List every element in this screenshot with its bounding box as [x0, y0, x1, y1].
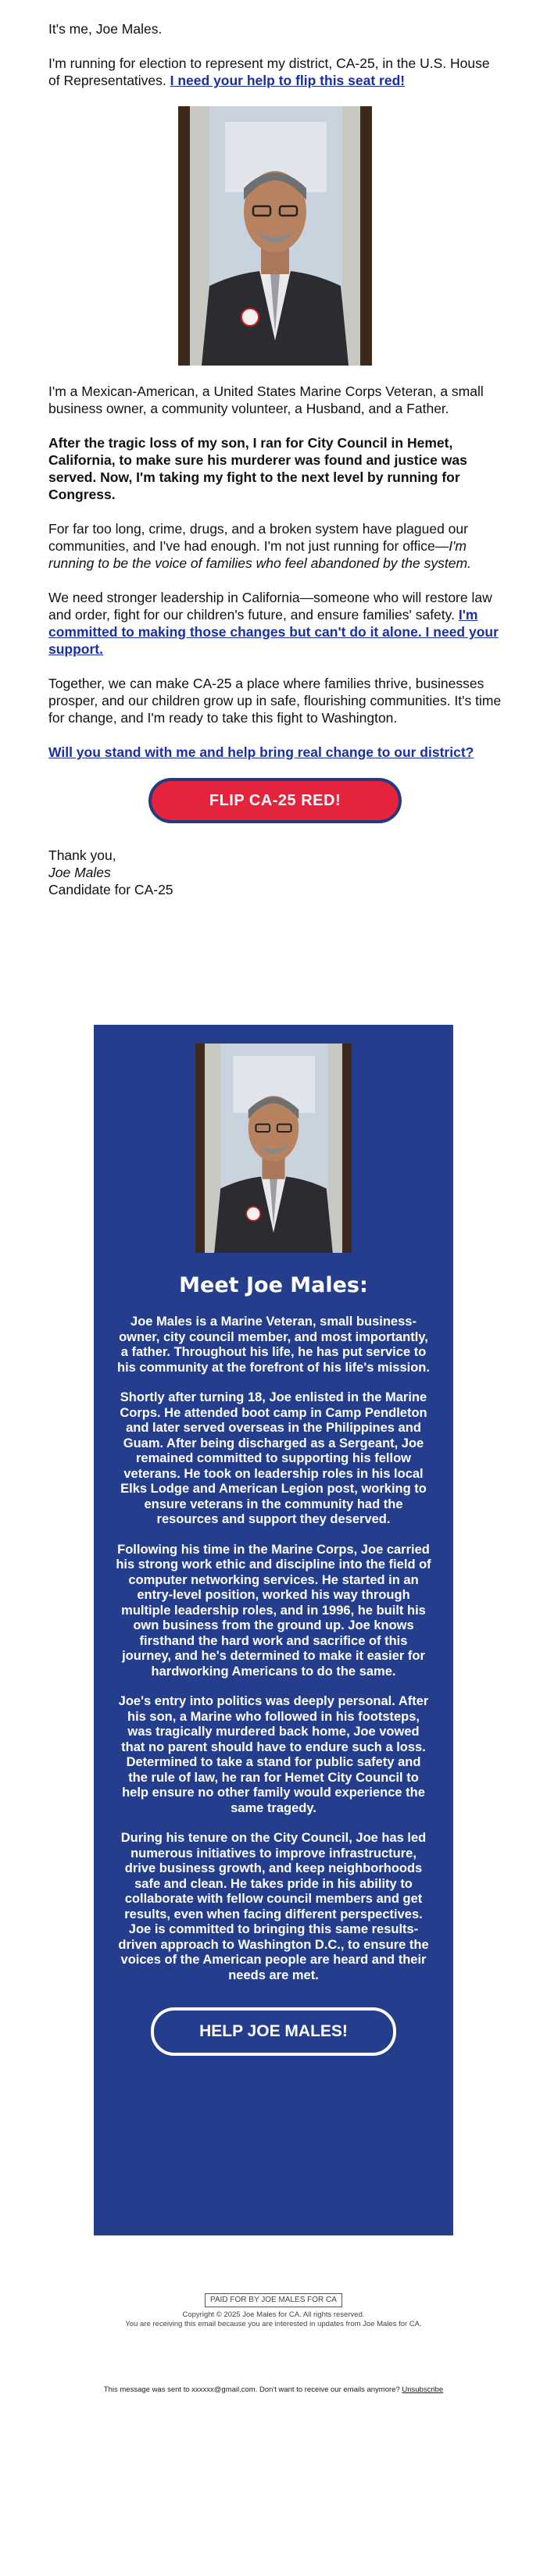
bio-candidate-photo: [195, 1044, 352, 1253]
candidate-photo: [178, 106, 372, 366]
bio-section: [94, 1025, 453, 2235]
intro-paragraph: [48, 55, 502, 89]
bio-paragraph: Joe Males is a Marine Veteran, small business-owner, city council member, and most importantly, a father. Throughout his life, he has put service to his community at the forefront of his life's mission.: [117, 1315, 430, 1375]
bio-paragraph: Shortly after turning 18, Joe enlisted in the Marine Corps. He attended boot camp in Camp Pendleton and later served overseas in the Philippines and Guam. After being discharged as a Sergeant, Joe remained committed to supporting his fellow veterans. He took on leadership roles in his local Elks Lodge and American Legion post, working to ensure veterans in the community had the resources and support they deserved.: [120, 1390, 427, 1526]
tragedy-paragraph: After the tragic loss of my son, I ran for City Council in Hemet, California, to make sure his murderer was found and justice was served. Now, I'm taking my fight to the next level by running for Congress.: [48, 435, 467, 502]
crime-text: For far too long, crime, drugs, and a broken system have plagued our communities, and I've had enough. I'm not just running for office—: [48, 521, 468, 554]
leadership-text: We need stronger leadership in California—someone who will restore law and order, fight for our children's future, and ensure families' safety.: [48, 590, 492, 623]
flip-ca25-button[interactable]: FLIP CA-25 RED!: [148, 778, 402, 823]
bio-paragraph: During his tenure on the City Council, Joe has led numerous initiatives to improve infrastructure, drive business growth, and keep neighborhoods safe and clean. He takes pride in his ability to collaborate with fellow council members and get results, even when facing different perspectives. Joe is committed to bringing this same results-driven approach to Washington D.C., to ensure the voices of the American people are heard and their needs are met.: [118, 1831, 429, 1982]
thanks-text: Thank you,: [48, 847, 116, 863]
leadership-paragraph: [48, 589, 502, 658]
intro-text: I'm running for election to represent my district, CA-25, in the U.S. House of Representatives.: [48, 55, 490, 88]
real-change-link[interactable]: Will you stand with me and help bring real change to our district?: [48, 744, 474, 760]
question-paragraph: [48, 744, 502, 761]
email-letter: [48, 20, 502, 898]
sent-to-text: This message was sent to xxxxxx@gmail.com. Don't want to receive our emails anymore?: [103, 2385, 402, 2394]
receiving-reason-text: You are receiving this email because you are interested in updates from Joe Males for CA.: [125, 2320, 422, 2328]
unsubscribe-link[interactable]: Unsubscribe: [402, 2385, 444, 2394]
signature-title: Candidate for CA-25: [48, 882, 173, 897]
greeting: It's me, Joe Males.: [48, 21, 163, 37]
unsubscribe-line: [0, 2385, 547, 2394]
signoff: [48, 847, 502, 898]
cta-container: [48, 778, 502, 823]
together-paragraph: Together, we can make CA-25 a place where families thrive, businesses prosper, and our children grow up in safe, flourishing communities. It's time for change, and I'm ready to take this fight to Washington.: [48, 676, 502, 726]
footer: [0, 2293, 547, 2329]
bio-paragraph: Joe's entry into politics was deeply personal. After his son, a Marine who followed in his footsteps, was tragically murdered back home, Joe vowed that no parent should have to endure such a loss. Determined to take a stand for public safety and the rule of law, he ran for Hemet City Council to help ensure no other family would experience the same tragedy.: [118, 1694, 429, 1815]
help-joe-button[interactable]: HELP JOE MALES!: [151, 2007, 396, 2056]
flip-seat-link[interactable]: I need your help to flip this seat red!: [170, 73, 406, 88]
identity-paragraph: I'm a Mexican-American, a United States Marine Corps Veteran, a small business owner, a community volunteer, a Husband, and a Father.: [48, 384, 484, 416]
bio-heading: Meet Joe Males:: [179, 1273, 368, 1297]
bio-paragraph: Following his time in the Marine Corps, Joe carried his strong work ethic and discipline into the field of computer networking services. He started in an entry-level position, worked his way through multiple leadership roles, and in 1996, he built his own business from the ground up. Joe knows firsthand the hard work and sacrifice of this journey, and he's determined to make it easier for hardworking Americans to do the same.: [116, 1542, 431, 1679]
support-link[interactable]: I'm committed to making those changes but can't do it alone. I need your support.: [48, 607, 499, 657]
copyright-text: Copyright © 2025 Joe Males for CA. All rights reserved.: [182, 2310, 365, 2319]
crime-paragraph: [48, 520, 502, 572]
signature: Joe Males: [48, 865, 111, 880]
paid-for-disclaimer: PAID FOR BY JOE MALES FOR CA: [205, 2293, 342, 2307]
crime-italic: I'm running to be the voice of families who feel abandoned by the system.: [48, 538, 471, 571]
